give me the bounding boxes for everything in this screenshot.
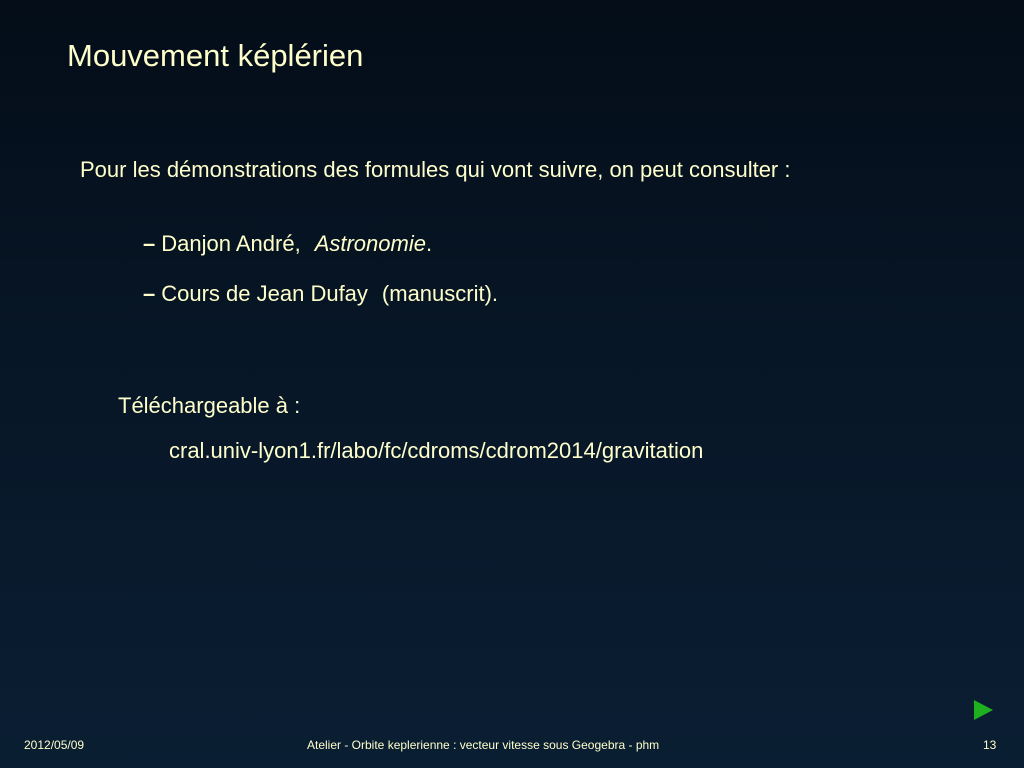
- reference-author: Cours de Jean Dufay: [161, 281, 368, 306]
- slide-title: Mouvement képlérien: [67, 38, 364, 73]
- download-link[interactable]: cral.univ-lyon1.fr/labo/fc/cdroms/cdrom2014/gravitation: [169, 438, 704, 463]
- dash-bullet: –: [143, 231, 156, 256]
- reference-list: [143, 230, 498, 330]
- reference-suffix: .: [425, 231, 433, 256]
- footer-date: 2012/05/09: [24, 738, 85, 752]
- next-triangle-icon[interactable]: [974, 700, 993, 720]
- reference-item: [143, 280, 498, 330]
- reference-work: Astronomie: [314, 231, 426, 256]
- reference-author: Danjon André,: [161, 231, 301, 256]
- dash-bullet: –: [143, 281, 156, 306]
- page-number: 13: [983, 738, 997, 752]
- reference-work: (manuscrit).: [381, 281, 499, 306]
- footer-title: Atelier - Orbite keplerienne : vecteur vitesse sous Geogebra - phm: [307, 738, 660, 752]
- intro-text: Pour les démonstrations des formules qui vont suivre, on peut consulter :: [80, 157, 791, 182]
- download-label: Téléchargeable à :: [118, 393, 301, 418]
- reference-item: [143, 230, 498, 280]
